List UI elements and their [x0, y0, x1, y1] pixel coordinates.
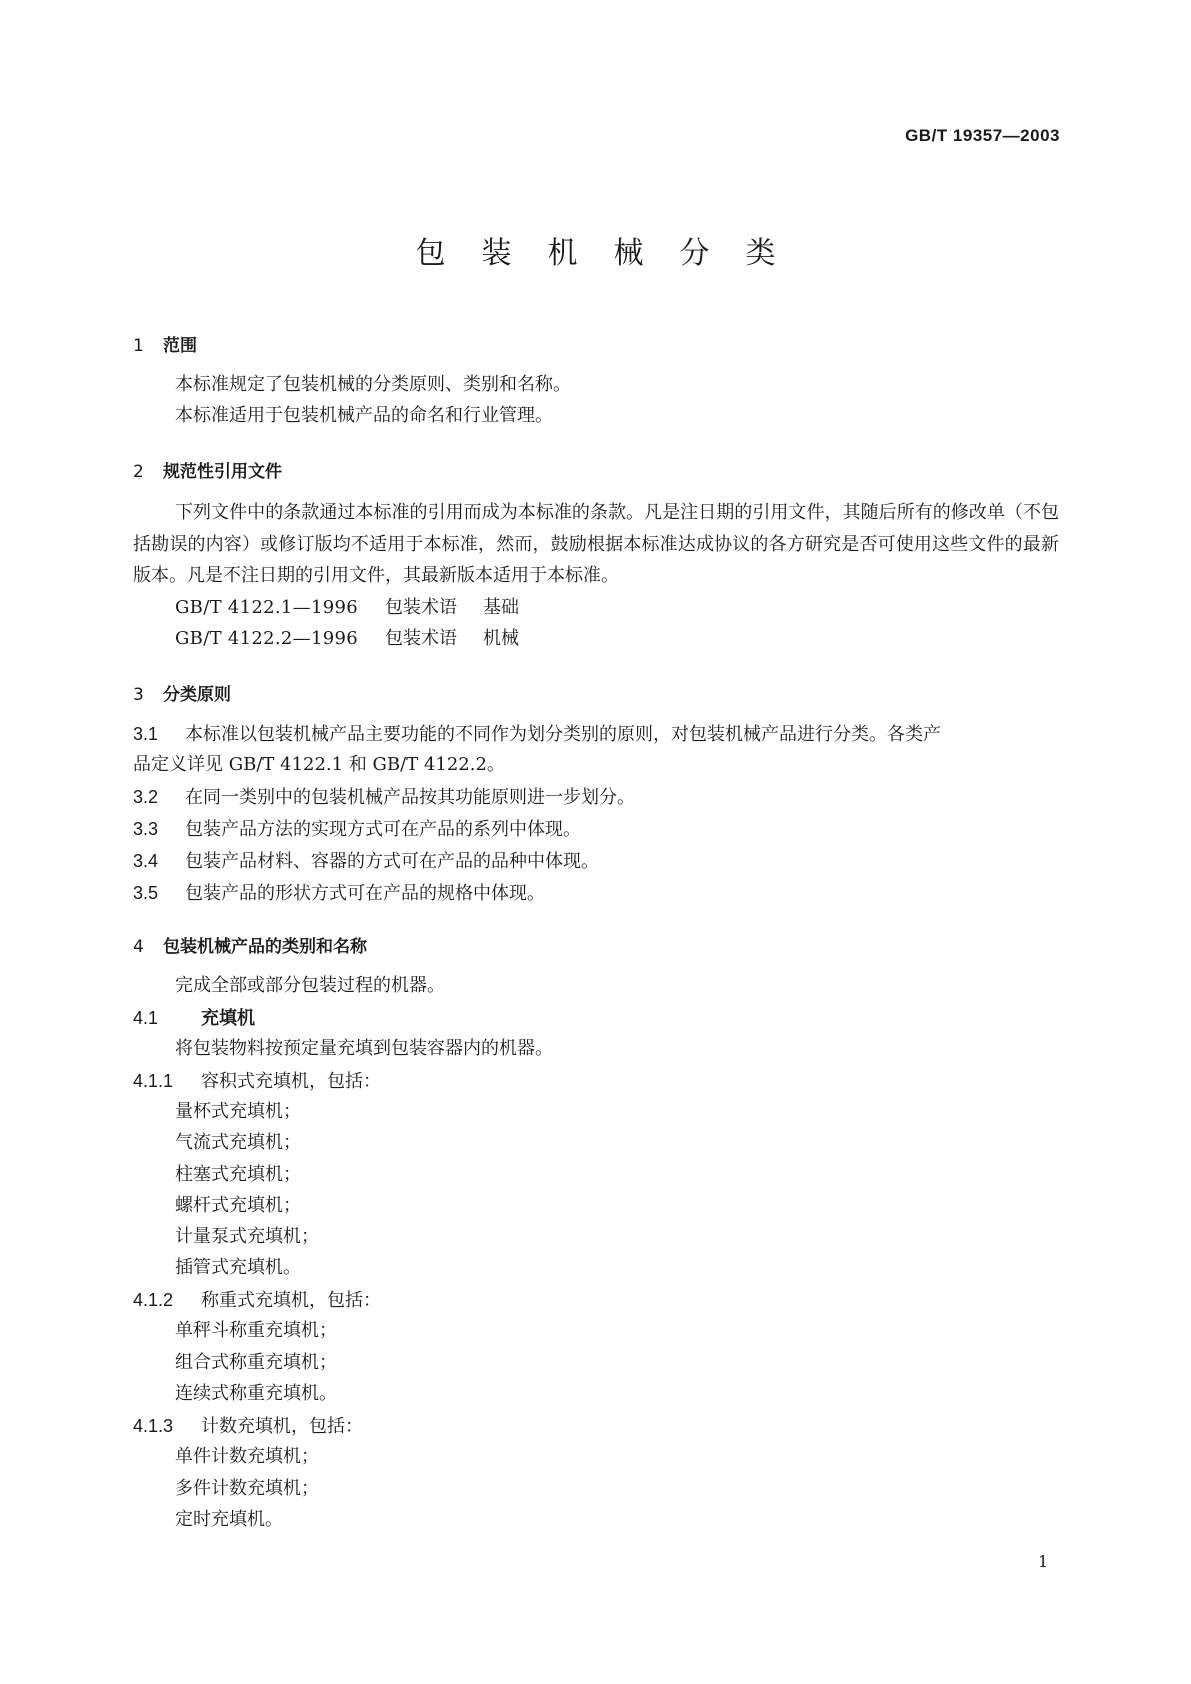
section-title: 规范性引用文件 — [163, 462, 282, 482]
clause-number: 4.1.3 — [133, 1416, 174, 1436]
section-title: 分类原则 — [163, 685, 231, 705]
clause-number: 4.1 — [133, 1008, 159, 1028]
section-4-intro: 完成全部或部分包装过程的机器。 — [175, 975, 445, 996]
reference-item — [175, 628, 519, 650]
section-4-heading — [133, 932, 367, 957]
list-item: 柱塞式充填机； — [175, 1164, 301, 1185]
clause-4-1-1 — [133, 1070, 381, 1093]
clause-3-1-continued: 品定义详见 GB/T 4122.1 和 GB/T 4122.2。 — [133, 754, 505, 775]
title-char: 分 — [679, 236, 710, 271]
list-item: 连续式称重充填机。 — [175, 1383, 337, 1404]
clause-4-1-description: 将包装物料按预定量充填到包装容器内的机器。 — [175, 1038, 553, 1059]
section-number: 2 — [133, 462, 144, 482]
section-number: 3 — [133, 685, 144, 705]
page-number: 1 — [1038, 1552, 1049, 1571]
reference-item — [175, 597, 519, 619]
title-char: 械 — [613, 236, 644, 271]
list-item: 气流式充填机； — [175, 1132, 301, 1153]
clause-text: 包装产品材料、容器的方式可在产品的品种中体现。 — [185, 851, 599, 872]
section-title: 包装机械产品的类别和名称 — [163, 937, 367, 957]
reference-title: 包装术语 — [385, 628, 457, 649]
section-2-paragraph: 下列文件中的条款通过本标准的引用而成为本标准的条款。凡是注日期的引用文件，其随后所有的修改单（不包括勘误的内容）或修订版均不适用于本标准，然而，鼓励根据本标准达成协议的各方研究是否可使用这些文件的最新版本。凡是不注日期的引用文件，其最新版本适用于本标准。 — [133, 502, 1059, 586]
clause-number: 4.1.1 — [133, 1071, 174, 1091]
reference-code: GB/T 4122.2—1996 — [175, 628, 358, 649]
clause-number: 3.1 — [133, 724, 159, 744]
clause-title: 充填机 — [201, 1008, 255, 1029]
clause-text: 计数充填机，包括： — [201, 1416, 363, 1437]
section-number: 4 — [133, 937, 144, 957]
clause-text: 包装产品的形状方式可在产品的规格中体现。 — [185, 883, 545, 904]
section-1-line: 本标准适用于包装机械产品的命名和行业管理。 — [175, 405, 553, 426]
clause-3-4 — [133, 850, 599, 873]
clause-number: 3.3 — [133, 819, 159, 839]
list-item: 单件计数充填机； — [175, 1446, 319, 1467]
section-3-heading — [133, 680, 231, 705]
title-char: 机 — [547, 236, 578, 271]
title-char: 类 — [745, 236, 776, 271]
section-2-heading — [133, 457, 282, 482]
clause-4-1-2 — [133, 1289, 381, 1312]
clause-text: 在同一类别中的包装机械产品按其功能原则进一步划分。 — [185, 787, 635, 808]
reference-subtitle: 基础 — [483, 597, 519, 618]
clause-3-1 — [133, 723, 941, 746]
list-item: 多件计数充填机； — [175, 1478, 319, 1499]
section-1-heading — [133, 331, 197, 356]
title-char: 装 — [481, 236, 512, 271]
list-item: 螺杆式充填机； — [175, 1195, 301, 1216]
clause-number: 3.5 — [133, 883, 159, 903]
clause-3-5 — [133, 882, 545, 905]
section-number: 1 — [133, 336, 144, 356]
reference-title: 包装术语 — [385, 597, 457, 618]
reference-subtitle: 机械 — [483, 628, 519, 649]
clause-number: 4.1.2 — [133, 1290, 174, 1310]
clause-4-1-3 — [133, 1415, 363, 1438]
clause-text: 容积式充填机，包括： — [201, 1071, 381, 1092]
clause-4-1-heading — [133, 1007, 255, 1030]
document-title — [0, 228, 1191, 272]
list-item: 定时充填机。 — [175, 1509, 283, 1530]
list-item: 计量泵式充填机； — [175, 1226, 319, 1247]
clause-text: 称重式充填机，包括： — [201, 1290, 381, 1311]
list-item: 单秤斗称重充填机； — [175, 1320, 337, 1341]
clause-text: 包装产品方法的实现方式可在产品的系列中体现。 — [185, 819, 581, 840]
clause-3-3 — [133, 818, 581, 841]
clause-number: 3.2 — [133, 787, 159, 807]
reference-code: GB/T 4122.1—1996 — [175, 597, 358, 618]
section-title: 范围 — [163, 336, 197, 356]
list-item: 插管式充填机。 — [175, 1257, 301, 1278]
standard-number: GB/T 19357—2003 — [905, 126, 1060, 145]
title-char: 包 — [415, 236, 446, 271]
list-item: 组合式称重充填机； — [175, 1352, 337, 1373]
clause-text: 本标准以包装机械产品主要功能的不同作为划分类别的原则，对包装机械产品进行分类。各类产 — [185, 724, 941, 745]
clause-3-2 — [133, 786, 635, 809]
clause-number: 3.4 — [133, 851, 159, 871]
section-1-line: 本标准规定了包装机械的分类原则、类别和名称。 — [175, 374, 571, 395]
list-item: 量杯式充填机； — [175, 1101, 301, 1122]
